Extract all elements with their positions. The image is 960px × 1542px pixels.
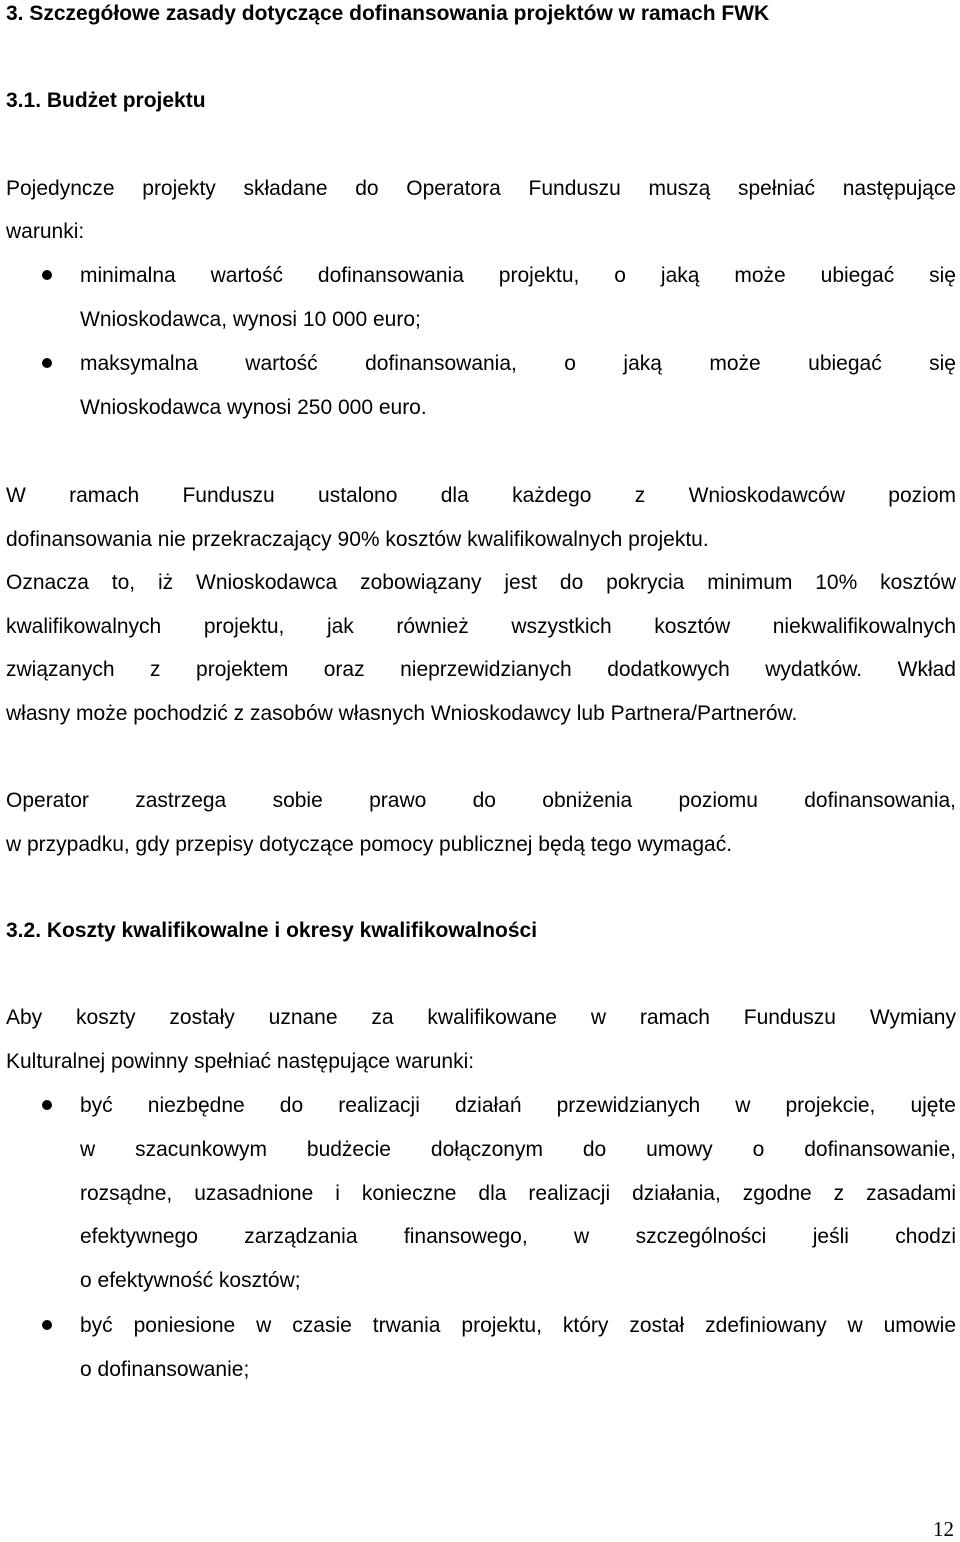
paragraph-line: kwalifikowalnych projektu, jak również wszystkich kosztów niekwalifikowalnych xyxy=(6,615,956,638)
intro-line: Kulturalnej powinny spełniać następujące warunki: xyxy=(6,1050,475,1073)
intro-line: Pojedyncze projekty składane do Operatora Funduszu muszą spełniać następujące xyxy=(6,177,956,200)
list-item-line: o dofinansowanie; xyxy=(80,1358,250,1381)
bullet-icon xyxy=(42,270,52,280)
bullet-icon xyxy=(42,1100,52,1110)
paragraph-line: związanych z projektem oraz nieprzewidzianych dodatkowych wydatków. Wkład xyxy=(6,658,956,681)
section-heading-budget: 3.1. Budżet projektu xyxy=(6,89,206,112)
bullet-icon xyxy=(42,1320,52,1330)
list-item-line: o efektywność kosztów; xyxy=(80,1269,301,1292)
section-heading-costs: 3.2. Koszty kwalifikowalne i okresy kwalifikowalności xyxy=(6,919,538,942)
list-item-line: Wnioskodawca wynosi 250 000 euro. xyxy=(80,396,427,419)
paragraph-line: W ramach Funduszu ustalono dla każdego z Wnioskodawców poziom xyxy=(6,484,956,507)
main-heading: 3. Szczegółowe zasady dotyczące dofinansowania projektów w ramach FWK xyxy=(6,2,770,25)
list-item-line: maksymalna wartość dofinansowania, o jaką może ubiegać się xyxy=(80,352,956,375)
list-item-line: minimalna wartość dofinansowania projektu, o jaką może ubiegać się xyxy=(80,264,956,287)
list-item-line: Wnioskodawca, wynosi 10 000 euro; xyxy=(80,308,421,331)
list-item-line: być poniesione w czasie trwania projektu, który został zdefiniowany w umowie xyxy=(80,1314,956,1337)
document-page xyxy=(6,0,956,1541)
bullet-icon xyxy=(42,358,52,368)
paragraph-line: w przypadku, gdy przepisy dotyczące pomocy publicznej będą tego wymagać. xyxy=(6,833,733,856)
paragraph-line: dofinansowania nie przekraczający 90% kosztów kwalifikowalnych projektu. xyxy=(6,528,709,551)
list-item-line: w szacunkowym budżecie dołączonym do umowy o dofinansowanie, xyxy=(80,1138,956,1161)
list-item-line: rozsądne, uzasadnione i konieczne dla realizacji działania, zgodne z zasadami xyxy=(80,1182,956,1205)
paragraph-line: Oznacza to, iż Wnioskodawca zobowiązany jest do pokrycia minimum 10% kosztów xyxy=(6,571,956,594)
intro-line: warunki: xyxy=(6,220,85,243)
intro-line: Aby koszty zostały uznane za kwalifikowane w ramach Funduszu Wymiany xyxy=(6,1006,956,1029)
paragraph-line: Operator zastrzega sobie prawo do obniżenia poziomu dofinansowania, xyxy=(6,789,956,812)
page-number: 12 xyxy=(933,1517,954,1541)
list-item-line: być niezbędne do realizacji działań przewidzianych w projekcie, ujęte xyxy=(80,1094,956,1117)
paragraph-line: własny może pochodzić z zasobów własnych Wnioskodawcy lub Partnera/Partnerów. xyxy=(6,702,798,725)
list-item-line: efektywnego zarządzania finansowego, w szczególności jeśli chodzi xyxy=(80,1225,956,1248)
